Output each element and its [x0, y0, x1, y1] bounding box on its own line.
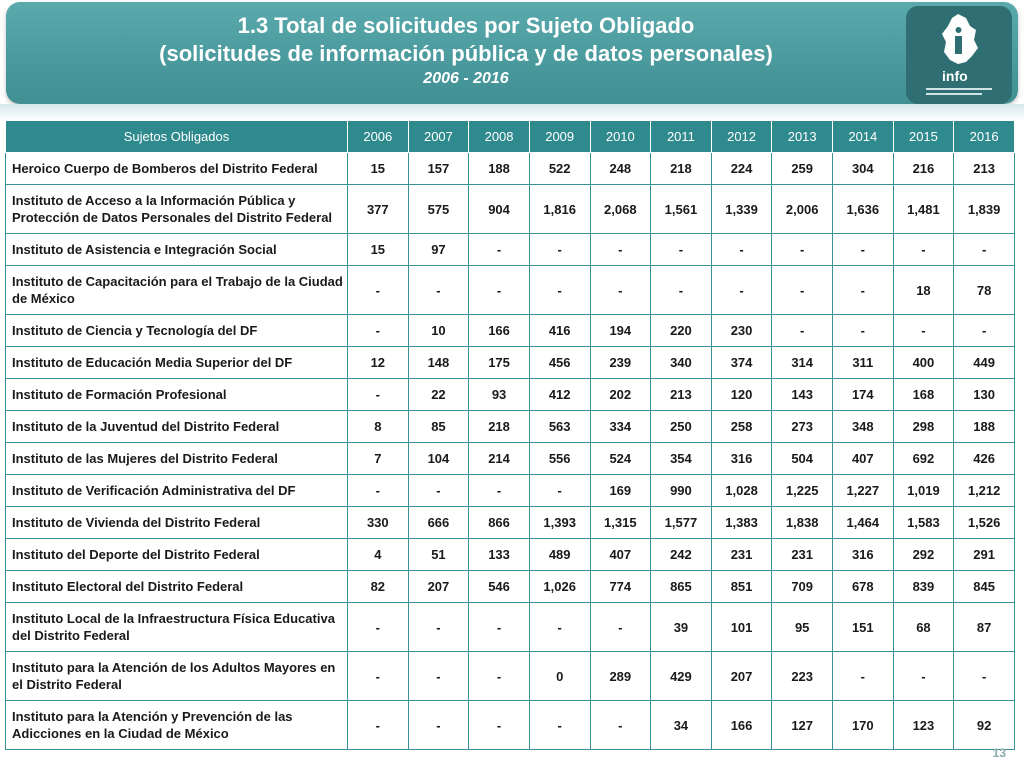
value-cell-2006: - [348, 379, 409, 411]
value-cell-2012: 230 [711, 315, 772, 347]
subject-name-cell: Instituto de Vivienda del Distrito Federal [6, 507, 348, 539]
col-header-2013: 2013 [772, 121, 833, 153]
value-cell-2011: - [651, 234, 712, 266]
value-cell-2009: 522 [529, 153, 590, 185]
value-cell-2014: 348 [833, 411, 894, 443]
value-cell-2006: - [348, 315, 409, 347]
value-cell-2012: 120 [711, 379, 772, 411]
subject-name-cell: Instituto de Verificación Administrativa del DF [6, 475, 348, 507]
value-cell-2010: 334 [590, 411, 651, 443]
value-cell-2009: - [529, 701, 590, 750]
value-cell-2016: - [954, 234, 1015, 266]
slide-header [6, 2, 1018, 104]
value-cell-2011: 218 [651, 153, 712, 185]
subject-name-cell: Instituto de Educación Media Superior del DF [6, 347, 348, 379]
value-cell-2010: 2,068 [590, 185, 651, 234]
value-cell-2014: 151 [833, 603, 894, 652]
value-cell-2008: - [469, 475, 530, 507]
value-cell-2010: 774 [590, 571, 651, 603]
value-cell-2012: 1,339 [711, 185, 772, 234]
value-cell-2007: 207 [408, 571, 469, 603]
value-cell-2016: 291 [954, 539, 1015, 571]
year-range: 2006 - 2016 [423, 70, 509, 87]
title-block [6, 12, 926, 90]
value-cell-2007: - [408, 701, 469, 750]
value-cell-2011: 1,577 [651, 507, 712, 539]
value-cell-2013: 259 [772, 153, 833, 185]
value-cell-2007: 104 [408, 443, 469, 475]
value-cell-2007: 10 [408, 315, 469, 347]
value-cell-2007: 157 [408, 153, 469, 185]
page-number: 13 [992, 746, 1006, 760]
value-cell-2015: 68 [893, 603, 954, 652]
col-header-subjects: Sujetos Obligados [6, 121, 348, 153]
value-cell-2009: 489 [529, 539, 590, 571]
value-cell-2007: - [408, 652, 469, 701]
page-title: 1.3 Total de solicitudes por Sujeto Obligado [237, 13, 695, 38]
value-cell-2011: 220 [651, 315, 712, 347]
subject-name-cell: Instituto Local de la Infraestructura Física Educativa del Distrito Federal [6, 603, 348, 652]
value-cell-2011: 242 [651, 539, 712, 571]
value-cell-2010: 248 [590, 153, 651, 185]
value-cell-2011: 340 [651, 347, 712, 379]
col-header-2008: 2008 [469, 121, 530, 153]
value-cell-2008: 546 [469, 571, 530, 603]
value-cell-2013: - [772, 315, 833, 347]
value-cell-2010: 202 [590, 379, 651, 411]
value-cell-2006: 15 [348, 234, 409, 266]
table-row [6, 443, 1015, 475]
table-row [6, 315, 1015, 347]
value-cell-2013: 273 [772, 411, 833, 443]
value-cell-2015: 400 [893, 347, 954, 379]
value-cell-2013: 504 [772, 443, 833, 475]
value-cell-2012: 1,028 [711, 475, 772, 507]
value-cell-2006: - [348, 701, 409, 750]
value-cell-2011: 429 [651, 652, 712, 701]
value-cell-2012: 851 [711, 571, 772, 603]
value-cell-2016: 92 [954, 701, 1015, 750]
value-cell-2016: 1,526 [954, 507, 1015, 539]
value-cell-2016: 188 [954, 411, 1015, 443]
value-cell-2007: 575 [408, 185, 469, 234]
value-cell-2010: - [590, 266, 651, 315]
value-cell-2012: 224 [711, 153, 772, 185]
value-cell-2013: 95 [772, 603, 833, 652]
value-cell-2013: 231 [772, 539, 833, 571]
value-cell-2009: 456 [529, 347, 590, 379]
value-cell-2009: - [529, 234, 590, 266]
value-cell-2014: - [833, 234, 894, 266]
value-cell-2011: 354 [651, 443, 712, 475]
table-row [6, 347, 1015, 379]
value-cell-2010: 239 [590, 347, 651, 379]
value-cell-2014: - [833, 315, 894, 347]
logo-text: info [942, 68, 968, 84]
subject-name-cell: Instituto de Formación Profesional [6, 379, 348, 411]
value-cell-2007: 22 [408, 379, 469, 411]
value-cell-2015: - [893, 234, 954, 266]
value-cell-2016: - [954, 652, 1015, 701]
value-cell-2006: 8 [348, 411, 409, 443]
value-cell-2009: - [529, 603, 590, 652]
col-header-2016: 2016 [954, 121, 1015, 153]
value-cell-2011: 1,561 [651, 185, 712, 234]
value-cell-2013: 314 [772, 347, 833, 379]
subject-name-cell: Instituto Electoral del Distrito Federal [6, 571, 348, 603]
value-cell-2008: 175 [469, 347, 530, 379]
value-cell-2009: 1,026 [529, 571, 590, 603]
value-cell-2008: 166 [469, 315, 530, 347]
value-cell-2015: 292 [893, 539, 954, 571]
value-cell-2011: 39 [651, 603, 712, 652]
value-cell-2011: 990 [651, 475, 712, 507]
value-cell-2014: 1,464 [833, 507, 894, 539]
value-cell-2013: 143 [772, 379, 833, 411]
table-row [6, 603, 1015, 652]
value-cell-2008: - [469, 652, 530, 701]
value-cell-2015: 168 [893, 379, 954, 411]
value-cell-2015: 216 [893, 153, 954, 185]
value-cell-2009: 416 [529, 315, 590, 347]
subject-name-cell: Heroico Cuerpo de Bomberos del Distrito Federal [6, 153, 348, 185]
value-cell-2014: 1,227 [833, 475, 894, 507]
value-cell-2015: 692 [893, 443, 954, 475]
value-cell-2013: 2,006 [772, 185, 833, 234]
value-cell-2008: - [469, 701, 530, 750]
table-row [6, 266, 1015, 315]
value-cell-2013: - [772, 266, 833, 315]
value-cell-2007: 666 [408, 507, 469, 539]
col-header-2012: 2012 [711, 121, 772, 153]
value-cell-2012: - [711, 234, 772, 266]
value-cell-2008: - [469, 603, 530, 652]
value-cell-2008: 214 [469, 443, 530, 475]
table-row [6, 475, 1015, 507]
value-cell-2014: 304 [833, 153, 894, 185]
subject-name-cell: Instituto de las Mujeres del Distrito Federal [6, 443, 348, 475]
value-cell-2015: 1,019 [893, 475, 954, 507]
value-cell-2016: 1,839 [954, 185, 1015, 234]
value-cell-2016: 449 [954, 347, 1015, 379]
value-cell-2007: - [408, 266, 469, 315]
info-df-logo [906, 6, 1012, 104]
value-cell-2015: - [893, 315, 954, 347]
value-cell-2009: - [529, 475, 590, 507]
value-cell-2007: 97 [408, 234, 469, 266]
value-cell-2008: 133 [469, 539, 530, 571]
value-cell-2007: 51 [408, 539, 469, 571]
value-cell-2016: 845 [954, 571, 1015, 603]
value-cell-2014: 316 [833, 539, 894, 571]
value-cell-2012: 166 [711, 701, 772, 750]
value-cell-2012: - [711, 266, 772, 315]
value-cell-2016: - [954, 315, 1015, 347]
table-body [6, 153, 1015, 750]
subject-name-cell: Instituto del Deporte del Distrito Federal [6, 539, 348, 571]
value-cell-2006: 4 [348, 539, 409, 571]
value-cell-2012: 374 [711, 347, 772, 379]
value-cell-2006: 12 [348, 347, 409, 379]
value-cell-2007: - [408, 603, 469, 652]
value-cell-2012: 258 [711, 411, 772, 443]
col-header-2011: 2011 [651, 121, 712, 153]
value-cell-2013: 1,225 [772, 475, 833, 507]
col-header-2010: 2010 [590, 121, 651, 153]
value-cell-2014: 174 [833, 379, 894, 411]
subject-name-cell: Instituto de Ciencia y Tecnología del DF [6, 315, 348, 347]
value-cell-2015: 298 [893, 411, 954, 443]
value-cell-2012: 1,383 [711, 507, 772, 539]
value-cell-2016: 87 [954, 603, 1015, 652]
value-cell-2015: 839 [893, 571, 954, 603]
value-cell-2010: 194 [590, 315, 651, 347]
value-cell-2012: 231 [711, 539, 772, 571]
value-cell-2009: 1,816 [529, 185, 590, 234]
value-cell-2009: - [529, 266, 590, 315]
value-cell-2010: 407 [590, 539, 651, 571]
value-cell-2006: 330 [348, 507, 409, 539]
subject-name-cell: Instituto para la Atención de los Adultos Mayores en el Distrito Federal [6, 652, 348, 701]
table-row [6, 153, 1015, 185]
value-cell-2012: 207 [711, 652, 772, 701]
value-cell-2012: 101 [711, 603, 772, 652]
value-cell-2010: 1,315 [590, 507, 651, 539]
table-row [6, 411, 1015, 443]
value-cell-2016: 130 [954, 379, 1015, 411]
value-cell-2013: 1,838 [772, 507, 833, 539]
value-cell-2010: 289 [590, 652, 651, 701]
page-subtitle: (solicitudes de información pública y de datos personales) [159, 41, 773, 66]
value-cell-2013: 709 [772, 571, 833, 603]
table-row [6, 185, 1015, 234]
table-row [6, 507, 1015, 539]
table-header-row [6, 121, 1015, 153]
value-cell-2010: - [590, 701, 651, 750]
table-row [6, 571, 1015, 603]
value-cell-2016: 1,212 [954, 475, 1015, 507]
value-cell-2008: 218 [469, 411, 530, 443]
subject-name-cell: Instituto de la Juventud del Distrito Federal [6, 411, 348, 443]
subject-name-cell: Instituto de Acceso a la Información Pública y Protección de Datos Personales del Distrito Federal [6, 185, 348, 234]
value-cell-2015: 18 [893, 266, 954, 315]
value-cell-2006: - [348, 603, 409, 652]
value-cell-2008: - [469, 266, 530, 315]
table-row [6, 701, 1015, 750]
col-header-2006: 2006 [348, 121, 409, 153]
value-cell-2008: - [469, 234, 530, 266]
value-cell-2015: 123 [893, 701, 954, 750]
value-cell-2016: 426 [954, 443, 1015, 475]
col-header-2014: 2014 [833, 121, 894, 153]
value-cell-2016: 78 [954, 266, 1015, 315]
value-cell-2013: 223 [772, 652, 833, 701]
value-cell-2014: - [833, 652, 894, 701]
value-cell-2007: 148 [408, 347, 469, 379]
col-header-2009: 2009 [529, 121, 590, 153]
value-cell-2007: 85 [408, 411, 469, 443]
value-cell-2012: 316 [711, 443, 772, 475]
value-cell-2011: 865 [651, 571, 712, 603]
value-cell-2011: - [651, 266, 712, 315]
table-row [6, 539, 1015, 571]
col-header-2015: 2015 [893, 121, 954, 153]
value-cell-2010: - [590, 603, 651, 652]
value-cell-2009: 412 [529, 379, 590, 411]
value-cell-2014: 311 [833, 347, 894, 379]
value-cell-2011: 250 [651, 411, 712, 443]
value-cell-2014: 170 [833, 701, 894, 750]
value-cell-2015: 1,481 [893, 185, 954, 234]
mexico-city-map-icon [906, 6, 1012, 104]
value-cell-2014: 678 [833, 571, 894, 603]
value-cell-2016: 213 [954, 153, 1015, 185]
value-cell-2013: - [772, 234, 833, 266]
value-cell-2014: - [833, 266, 894, 315]
value-cell-2008: 93 [469, 379, 530, 411]
value-cell-2006: - [348, 266, 409, 315]
value-cell-2008: 866 [469, 507, 530, 539]
value-cell-2006: 7 [348, 443, 409, 475]
value-cell-2011: 34 [651, 701, 712, 750]
value-cell-2013: 127 [772, 701, 833, 750]
value-cell-2010: - [590, 234, 651, 266]
value-cell-2006: 82 [348, 571, 409, 603]
value-cell-2014: 1,636 [833, 185, 894, 234]
value-cell-2007: - [408, 475, 469, 507]
subject-name-cell: Instituto para la Atención y Prevención de las Adicciones en la Ciudad de México [6, 701, 348, 750]
value-cell-2014: 407 [833, 443, 894, 475]
value-cell-2010: 524 [590, 443, 651, 475]
value-cell-2010: 169 [590, 475, 651, 507]
subject-name-cell: Instituto de Capacitación para el Trabajo de la Ciudad de México [6, 266, 348, 315]
value-cell-2011: 213 [651, 379, 712, 411]
value-cell-2009: 1,393 [529, 507, 590, 539]
value-cell-2015: 1,583 [893, 507, 954, 539]
subject-name-cell: Instituto de Asistencia e Integración Social [6, 234, 348, 266]
value-cell-2006: 377 [348, 185, 409, 234]
requests-table [5, 120, 1015, 750]
value-cell-2009: 0 [529, 652, 590, 701]
value-cell-2006: - [348, 652, 409, 701]
col-header-2007: 2007 [408, 121, 469, 153]
value-cell-2015: - [893, 652, 954, 701]
table-row [6, 379, 1015, 411]
value-cell-2006: 15 [348, 153, 409, 185]
value-cell-2009: 556 [529, 443, 590, 475]
value-cell-2006: - [348, 475, 409, 507]
value-cell-2009: 563 [529, 411, 590, 443]
value-cell-2008: 188 [469, 153, 530, 185]
table-row [6, 652, 1015, 701]
table-row [6, 234, 1015, 266]
value-cell-2008: 904 [469, 185, 530, 234]
